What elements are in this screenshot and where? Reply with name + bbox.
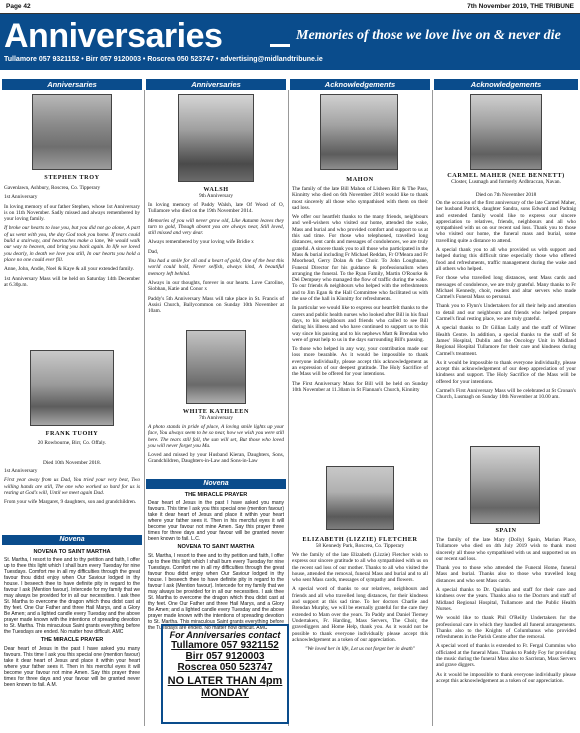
troy-anniversary: 1st Anniversary [4, 194, 38, 201]
troy-notice [4, 185, 140, 291]
spain-p3: A special thanks to Dr. Quinlan and staff for their care and kindness over the years. Thanks also to the Doctors and staff of Midland Regional Hospital, Tullamore and the Public Health Nurses. [436, 587, 576, 612]
fletcher-p2: A special word of thanks to our relatives, neighbours and friends and all who travelled long distances, for their kindness and support at this sad time. To her doctors Charlie and Brendan Murphy, we will be eternally grateful for the care they extended to Mam over the years. To Paddy and Daniel Tierney Undertakers, Fr. Harding, Mass Servers, The Choir, the gravediggers and Home Help, thank you. As it would not be possible to thank everyone individually please accept this acknowledgement as a token of our appreciation. [292, 586, 428, 643]
maher-p7: Carmel's First Anniversary Mass will be celebrated at St Cronan's Church, Lusmagh on Sunday 10th November at 10.00 am. [436, 388, 576, 401]
maher-p4: Thank you to Flynn's Undertakers for all their help and attention to detail and our neighbours and friends who helped prepare Carmel's final resting place, we are truly grateful. [436, 303, 576, 323]
kathleen-sub: 7th Anniversary [199, 415, 233, 421]
walsh-intro: In loving memory of Paddy Walsh, late Of Wood of O, Tullamore who died on the 19th November 2014. [148, 202, 284, 215]
ad-line-1: For Anniversaries contact [169, 630, 281, 640]
troy-intro: In loving memory of our father Stephen, whose 1st Anniversary is on 11th November. Sadly missed and always remembered by your loving family. [4, 203, 140, 223]
photo-paddy-walsh [178, 94, 254, 182]
maher-name: CARMEL MAHER (NEE BENNETT) [447, 172, 565, 179]
fletcher-address: 58 Kennedy Park, Roscrea, Co. Tipperary [315, 543, 405, 549]
novena-2-title2: NOVENA TO SAINT MARTHA [177, 544, 255, 551]
kathleen-signoff: Loved and missed by your Husband Kieran, Daughters, Sons, Grandchildren, Daughters-in-Law and Sons-in-Law [148, 452, 284, 465]
anniversaries-banner [0, 14, 580, 70]
walsh-name: WALSH [203, 186, 229, 193]
photo-frank-tuohy [30, 350, 114, 426]
mahon-p1: The family of the late Bill Mahon of Lisheen Birr & The Pass, Kinnitty who died on 6th November 2018 would like to thank most sincerely all those who sympathised with them on their sad loss. [292, 186, 428, 211]
mahon-p4: To those who helped in any way, your contribution made our loss more bearable. As it would be impossible to thank everyone individually, please accept this acknowledgement as an expression of our deepest gratitude. The Holy Sacrifice of the Mass will be offered for your intentions. [292, 346, 428, 378]
troy-mass: 1st Anniversary Mass will be held on Saturday 14th December at 6.30p.m. [4, 275, 140, 288]
troy-signoff: Anne, John, Andie, Noel & Kaye & all your extended family. [4, 266, 134, 273]
maher-p3: For those who travelled long distances, sent Mass cards and messages of condolence, we are truly grateful. Many thanks to Fr Michael Kennedy, choir, readers and altar servers who made Carmel's Funeral Mass so personal. [436, 275, 576, 301]
walsh-sub: 9th Anniversary [199, 193, 233, 199]
fletcher-name: ELIZABETH (LIZZIE) FLETCHER [302, 536, 418, 543]
tuohy-anniversary: 1st Anniversary [4, 468, 38, 474]
column-head-1: Anniversaries [2, 79, 142, 90]
spain-notice [436, 537, 576, 687]
fletcher-notice [292, 552, 428, 655]
column-head-4: Acknowledgements [434, 79, 578, 90]
spain-name: SPAIN [495, 527, 517, 534]
novena-2 [148, 490, 284, 631]
kathleen-notice [148, 424, 284, 468]
fletcher-p1: We the family of the late Elizabeth (Lizzie) Fletcher wish to express our sincere gratitude to all who sympathised with us on the recent sad loss of our mother. Thanks to all who visited the house, attended the removal, funeral Mass and burial and to all who sent Mass cards, messages of sympathy and flowers. [292, 552, 428, 584]
column-divider [144, 90, 145, 726]
spain-p2: Thank you to those who attended the Funeral Home, funeral Mass and burial. Thanks also to those who travelled long distances and who sent Mass cards. [436, 565, 576, 584]
mahon-p3: In particular we would like to express our heartfelt thanks to the carers and public health nurses who looked after Bill in his final days, to his neighbours and friends who called to see Bill during his illness and who have continued to support us to this way since his passing and to his nephews Matt & Brendan who were of great help to us in the days surrounding Bill's passing. [292, 305, 428, 343]
tuohy-notice [4, 468, 140, 508]
troy-poem: If broke our hearts to lose you, but you did not go alone, A part of us went with you, the day God took you home. If tears could build a stairway, and heartaches make a lane, We would walk our way to heaven, and bring you back again. In life we loved you dearly, in death we love you still, In our hearts you hold a place no one could ever fill. [4, 225, 140, 263]
novena-1-title2: THE MIRACLE PRAYER [40, 637, 104, 644]
tuohy-name: FRANK TUOHY [45, 430, 99, 437]
issue-date: 7th November 2019, THE TRIBUNE [467, 3, 574, 10]
novena-1-body2: Dear heart of Jesus in the past I have asked you many favours. This time I ask you this special one (mention favour) take it dear heart of Jesus and place it within your heart where your father sees it. Then in his merciful eyes it will become your favour not mine Amen. Say this prayer three times for three days and your favour will be granted never been known to fail. A.M. [4, 645, 140, 688]
mahon-name: MAHON [346, 176, 374, 183]
photo-carmel-maher [470, 94, 542, 170]
contact-advert [161, 624, 289, 724]
title-rule [270, 44, 290, 47]
mahon-p5: The First Anniversary Mass for Bill will be held on Sunday 10th November at 11.30am in St Flannan's Church, Kinnitty [292, 380, 428, 393]
novena-1 [4, 547, 140, 688]
kathleen-poem: A photo stands in pride of place, A loving smile lights up your face, You always seem to be so near, how we wish you were still here. The tears still fall, the sun will set, But those who loved you will never forget you Ma. [148, 424, 284, 449]
walsh-notice [148, 202, 284, 317]
walsh-dad: Dad, [148, 248, 159, 255]
walsh-poem: Memories of you will never grow old, Like Autumn leaves they turn to gold, Though absent you are always near, Still loved, still missed and very dear. [148, 217, 284, 237]
walsh-line: Always remembered by your loving wife Bridie x [148, 239, 254, 246]
column-head-3: Acknowledgements [290, 79, 430, 90]
maher-p6: As it would be impossible to thank everyone individually, please accept this acknowledgement of our deep appreciation of your kindness and support. The Holy Sacrifice of the Mass will be offered for your intentions. [436, 359, 576, 385]
novena-header-2: Novena [146, 479, 286, 489]
ad-line-2: Tullamore 057 9321152 [171, 640, 279, 651]
photo-bill-mahon [320, 94, 398, 170]
spain-p4: We would like to thank Phil O'Reilly Undertakers for the professional care in which they handled all funeral arrangements. Thanks also to the Knights of Columbanus who provided refreshments in the Parish Centre after the removal. [436, 615, 576, 641]
column-head-2: Anniversaries [146, 79, 286, 90]
banner-contact: Tullamore 057 9321152 • Birr 057 9120003 • Roscrea 050 523747 • advertising@midlandtribune.ie [4, 56, 323, 63]
page-header [0, 0, 580, 14]
photo-mary-spain [470, 446, 540, 524]
walsh-poem2: You had a smile for all and a heart of gold, One of the best this world could hold, Never selfish, always kind, A beautiful memory left behind. [148, 258, 284, 277]
ad-line-4: Roscrea 050 523747 [177, 662, 273, 673]
ad-line-5: NO LATER THAN 4pm MONDAY [167, 675, 283, 699]
novena-header-1: Novena [2, 535, 142, 545]
novena-1-body: St. Martha, I resort to thee and to thy petition and faith, I offer up to thee this light which I shall burn every Tuesday for nine Tuesdays. Comfort me in all my difficulties through the great favour thou didst enjoy when Our Saviour lodged in thy house. I beseech thee to have definite pity in regard to the favour I ask (Mention favour). Intercede for my family that we may always be provided for in all our necessities. I ask thee St. Martha to overcome the dragon which thou didst cast at thy feet. One Our Father and three Hail Marys, and a Glory Be Amen; and a lighted candle every Tuesday and the above prayer made known with the intentions of spreading devotion to St. Martha. This miraculous Saint grants everything before the Tuesdays are ended. No matter how difficult. AMC [4, 557, 140, 636]
fletcher-closing: "We loved her in life, Let us not forget her in death" [305, 646, 415, 653]
maher-p2: A special thank you to all who provided us with support and helped during this difficult time especially those who offered food and refreshments, traffic management during the wake and all others who helped. [436, 247, 576, 272]
maher-p1: On the occasion of the first anniversary of the late Carmel Maher, her husband Patrick, daughter Sandra, sons Edward and Padraig and extended family would like to express our sincere appreciation to relatives, friends, neighbours and all who sympathised with us on our recent sad loss. Thank you to those who visited our home, the funeral mass and burial, some travelling quite a distance to attend. [436, 200, 576, 244]
photo-elizabeth-fletcher [326, 466, 394, 530]
maher-died: Died on 7th November 2018 [475, 192, 537, 198]
troy-name: STEPHEN TROY [44, 174, 100, 181]
tuohy-died: Died 10th November 2018. [43, 460, 101, 466]
maher-notice [436, 200, 576, 404]
maher-p5: A special thanks to Dr Gillian Lally and the staff of Wilmer Health Centre. In addition, a special thanks to the staff of St James' Hospital, Dublin and the Oncology Unit in Midland Regional Hospital Tullamore for their care and kindness during Carmel's treatment. [436, 325, 576, 357]
tuohy-address: 20 Rowbourne, Birr, Co. Offaly. [37, 440, 107, 446]
column-divider [432, 90, 433, 726]
banner-title: Anniversaries [4, 17, 223, 55]
photo-stephen-troy [32, 94, 112, 170]
troy-address: Gavenlawn, Ashbury, Roscrea, Co. Tipperary [4, 185, 101, 191]
maher-address: Closter, Lusmagh and formerly Ardbraccan, Navan. [451, 179, 561, 185]
mahon-notice [292, 186, 428, 396]
tuohy-poem: First year away from us Dad, You tried your very best, Two willing hands are still, The one who worked so hard for us is resting at God's will, Until we meet again Dad. [4, 477, 140, 496]
banner-tagline: Memories of those we love live on & never die [296, 28, 561, 43]
spain-p5: A special word of thanks is extended to Fr. Fergal Cummins who officiated at the funeral Mass. Thanks to Paddy Foy for providing the music during the funeral Mass also to Sacristan, Mass Servers and grave diggers. [436, 643, 576, 669]
novena-2-body2: St. Martha, I resort to thee and to thy petition and faith, I offer up to thee this light which I shall burn every Tuesday for nine Tuesdays. Comfort me in all my difficulties through the great favour thou didst enjoy when Our Saviour lodged in thy house. I beseech thee to have definite pity in regard to the favour I ask (Mention favour). Intercede for my family that we may always be provided for in all our necessities. I ask thee St. Martha to overcome the dragon which thou didst cast at thy feet. One Our Father and three Hail Marys, and a Glory Be Amen; and a lighted candle every Tuesday and the above prayer made known with the intentions of spreading devotion to St. Martha. This miraculous Saint grants everything before the Tuesdays are ended. No matter how difficult. AMC [148, 552, 284, 631]
walsh-line2: Always in our thoughts, forever in our hearts. Love Caroline, Siobhan, Katie and Conor x [148, 279, 284, 293]
spain-p1: The family of the late Mary (Dolly) Spain, Marian Place, Tullamore who died on 4th July 2019 wish to thank most sincerely all those who sympathised with us and supported us on our recent sad loss. [436, 537, 576, 562]
kathleen-name: WHITE KATHLEEN [182, 408, 250, 415]
ad-line-3: Birr 057 9120003 [185, 651, 265, 662]
novena-1-title: NOVENA TO SAINT MARTHA [33, 549, 111, 555]
mahon-p2: We offer our heartfelt thanks to the many friends, neighbours and well-wishers who visited our home, attended the wake, Mass and burial and who provided comfort and support to us at this sad time. For those who telephoned, travelled long distances, sent cards and messages of condolences, we are truly grateful. A sincere thank you to all those who participated in the Mass & burial including Fr Michael Reddan, Fr O'Meara and Fr Moorhead, Gerry Dolan & the Choir. To John Loughnane, Funeral Director for his guidance & professionalism when arranging the funeral. To the Ryan Family, Martin O'Rourke & Dei Dempsey who managed the flow of traffic during the wake. To our friends & neighbours who helped with the refreshments and to Jim Egan & the Hall Committee who facilitated us with the use of the hall in Kinnitty for refreshments. [292, 214, 428, 303]
page-number: Page 42 [6, 3, 31, 10]
tuohy-signoff: From your wife Margaret, 9 daughters, son and grandchildren. [4, 499, 137, 506]
novena-2-title: THE MIRACLE PRAYER [184, 492, 248, 498]
novena-2-body: Dear heart of Jesus in the past I have asked you many favours. This time I ask you this special one (mention favour) take it dear heart of Jesus and place it within your heart where your father sees it. Then in his merciful eyes it will become your favour not mine Amen. Say this prayer three times for three days and your favour will be granted never been known to fail. L.C. [148, 500, 284, 543]
spain-p6: As it would be impossible to thank everyone individually please accept this acknowledgement as a token of our appreciation. [436, 671, 576, 684]
photo-kathleen-white [186, 330, 246, 404]
walsh-mass: Paddy's 5th Anniversary Mass will take place in St. Francis of Assisi Church, Ballycommon on Sunday 10th November at 10am. [148, 295, 284, 315]
